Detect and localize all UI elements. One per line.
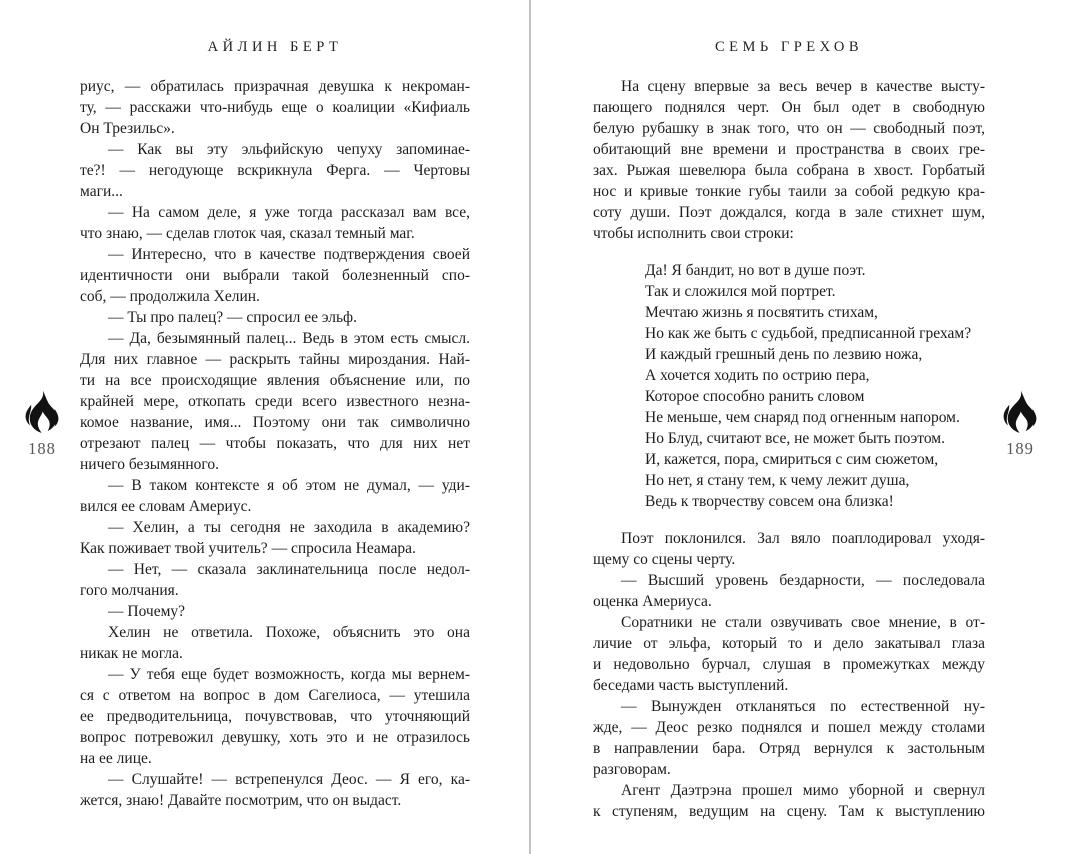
text-line: ти на все происходящие явления объяснение или, по (80, 372, 470, 389)
text-line: ее предводительница, почувствовав, что уточняющий (80, 708, 470, 725)
text-line: — В таком контексте я об этом не думал, — уди- (108, 477, 470, 494)
paragraph (80, 328, 470, 475)
poem-line: И, кажется, пора, смириться с сим сюжетом, (645, 451, 939, 468)
text-line: — Вынужден откланяться по естественной ну- (621, 698, 985, 715)
text-line: чтобы исполнить свои строки: (593, 225, 794, 242)
text-line: маги... (80, 183, 123, 200)
paragraph (593, 570, 985, 612)
text-line: ся с ответом на вопрос в дом Сагелиоса, — утешила (80, 687, 470, 704)
paragraph (80, 622, 470, 664)
paragraph (593, 696, 985, 780)
text-line: что знаю, — сделав глоток чая, сказал темный маг. (80, 225, 415, 242)
text-line: — Хелин, а ты сегодня не заходила в академию? (108, 519, 470, 536)
paragraph (80, 601, 470, 622)
poem-line: Но Блуд, считают все, не может быть поэтом. (645, 430, 945, 447)
text-line: — Слушайте! — встрепенулся Деос. — Я его, ка- (108, 771, 470, 788)
text-line: ничего безымянного. (80, 456, 220, 473)
flame-icon (1001, 390, 1039, 436)
poem-line: Не меньше, чем снаряд под огненным напором. (645, 409, 960, 426)
right-page (593, 0, 985, 854)
text-line: Хелин не ответила. Похоже, объяснить это она (108, 624, 470, 641)
poem-line: И каждый грешный день по лезвию ножа, (645, 346, 923, 363)
text-line: комое название, имя... Поэтому они так символично (80, 414, 470, 431)
flame-icon (23, 390, 61, 436)
left-page-text (80, 76, 470, 811)
text-line: в направлении бара. Отряд вернулся к застольным (593, 740, 985, 757)
text-line: разговорам. (593, 761, 671, 778)
text-line: — Да, безымянный палец... Ведь в этом есть смысл. (108, 330, 470, 347)
right-page-text (593, 76, 985, 822)
text-line: личие от эльфа, который то и дело закатывал глаза (593, 635, 985, 652)
text-line: на ее лице. (80, 750, 152, 767)
text-line: Соратники не стали озвучивать свое мнение, в от- (621, 614, 985, 631)
text-line: вился ее словам Америус. (80, 498, 252, 515)
poem-line: Но нет, я стану тем, к чему лежит душа, (645, 472, 910, 489)
text-line: жется, знаю! Давайте посмотрим, что он выдаст. (80, 792, 402, 809)
left-margin-ornament (13, 390, 71, 459)
poem-line: Так и сложился мой портрет. (645, 283, 836, 300)
poem-line: Мечтаю жизнь я посвятить стихам, (645, 304, 878, 321)
text-line: щему со сцены черту. (593, 551, 736, 568)
left-page (80, 0, 470, 854)
poem-line: Но как же быть с судьбой, предписанной грехам? (645, 325, 972, 342)
paragraph (593, 612, 985, 696)
paragraph (593, 528, 985, 570)
text-line: оценка Америуса. (593, 593, 712, 610)
text-line: — Нет, — сказала заклинательница после недол- (108, 561, 470, 578)
text-line: белую рубашку в знак того, что он — свободный поэт, (593, 120, 985, 137)
text-line: ту, — расскажи что-нибудь еще о коалиции «Кифиаль (80, 99, 470, 116)
paragraph (593, 76, 985, 244)
text-line: зах. Рыжая шевелюра была собрана в хвост. Горбатый (593, 162, 985, 179)
text-line: — Почему? (108, 603, 186, 620)
paragraph (80, 76, 470, 139)
text-line: отрезают палец — чтобы показать, что для них нет (80, 435, 470, 452)
text-line: Для них главное — раскрыть тайны мироздания. Най- (80, 351, 470, 368)
text-line: беседами часть выступлений. (593, 677, 789, 694)
text-line: — Высший уровень бездарности, — последовала (621, 572, 985, 589)
text-line: пающего поднялся черт. Он был одет в свободную (593, 99, 985, 116)
poem-line: А хочется ходить по острию пера, (645, 367, 870, 384)
text-line: — Ты про палец? — спросил ее эльф. (108, 309, 357, 326)
text-line: соту души. Поэт дождался, когда в зале стихнет шум, (593, 204, 985, 221)
text-line: к ступеням, ведущим на сцену. Там к выступлению (593, 803, 985, 820)
text-line: вопрос потревожил девушку, хоть это и не отразилось (80, 729, 470, 746)
text-line: — На самом деле, я уже тогда рассказал вам все, (108, 204, 470, 221)
paragraph (80, 664, 470, 769)
text-line: обитающий вне времени и пространства в своих гре- (593, 141, 985, 158)
paragraph (80, 202, 470, 244)
text-line: — У тебя еще будет возможность, когда мы вернем- (108, 666, 470, 683)
paragraph (80, 475, 470, 517)
text-line: На сцену впервые за весь вечер в качестве высту- (621, 78, 985, 95)
page-number-right: 189 (1006, 439, 1034, 458)
paragraph (593, 780, 985, 822)
text-line: Он Трезильс». (80, 120, 175, 137)
poem-block (645, 260, 985, 512)
poem-line: Которое способно ранить словом (645, 388, 865, 405)
poem-line: Ведь к творчеству совсем она близка! (645, 493, 894, 510)
text-line: крайней мере, откопать среди всего известного незна- (80, 393, 470, 410)
page-gutter-divider (529, 0, 531, 854)
text-line: идентичности они выбрали такой болезненный спо- (80, 267, 470, 284)
text-line: Агент Даэтрэна прошел мимо уборной и свернул (621, 782, 985, 799)
text-line: гого молчания. (80, 582, 179, 599)
text-line: риус, — обратилась призрачная девушка к некроман- (80, 78, 470, 95)
text-line: — Интересно, что в качестве подтверждения своей (108, 246, 470, 263)
text-line: соб, — продолжила Хелин. (80, 288, 260, 305)
right-margin-ornament (991, 390, 1049, 459)
poem-line: Да! Я бандит, но вот в душе поэт. (645, 262, 866, 279)
text-line: — Как вы эту эльфийскую чепуху запоминае- (108, 141, 470, 158)
text-line: жде, — Деос резко поднялся и пошел между столами (593, 719, 985, 736)
page-number-left: 188 (28, 439, 56, 458)
text-line: те?! — негодующе вскрикнула Ферга. — Чертовы (80, 162, 470, 179)
running-head-author: АЙЛИН БЕРТ (207, 39, 343, 55)
text-line: Как поживает твой учитель? — спросила Неамара. (80, 540, 416, 557)
text-line: никак не могла. (80, 645, 183, 662)
paragraph (80, 517, 470, 559)
paragraph (80, 139, 470, 202)
text-line: и недовольно бурчал, слушая в промежутках между (593, 656, 985, 673)
paragraph (80, 244, 470, 307)
text-line: нос и кривые тонкие губы таили за собой редкую кра- (593, 183, 985, 200)
paragraph (80, 307, 470, 328)
running-head-title: СЕМЬ ГРЕХОВ (714, 39, 864, 55)
paragraph (80, 769, 470, 811)
text-line: Поэт поклонился. Зал вяло поаплодировал уходя- (621, 530, 985, 547)
paragraph (80, 559, 470, 601)
